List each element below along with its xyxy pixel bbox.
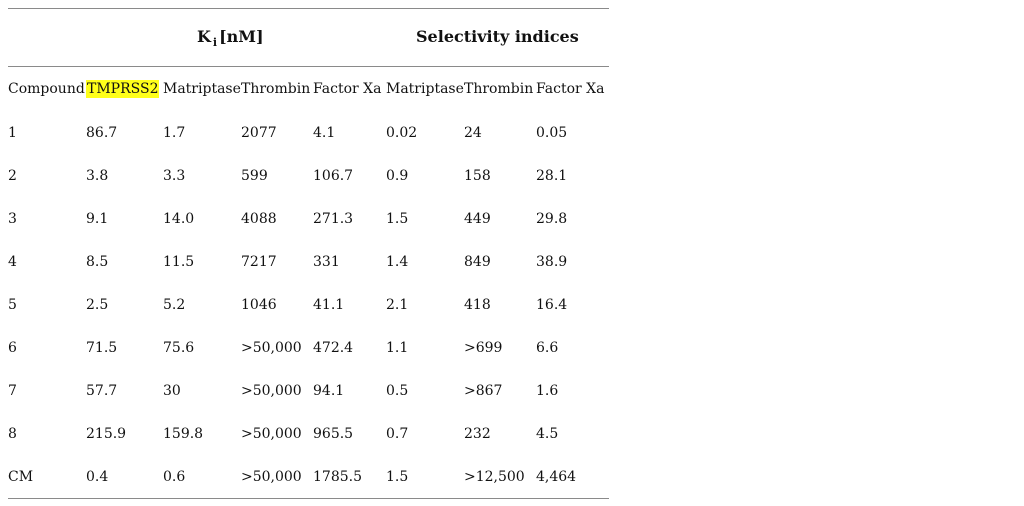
table-cell: 6	[8, 339, 17, 356]
table-cell: 106.7	[313, 167, 354, 184]
table-row	[8, 154, 609, 197]
column-header	[313, 67, 386, 111]
table-cell: 3.3	[163, 167, 186, 184]
table-cell: >50,000	[241, 425, 302, 442]
table-cell: 849	[464, 253, 491, 270]
table-cell: 271.3	[313, 210, 354, 227]
table-cell: 75.6	[163, 339, 195, 356]
column-header	[386, 67, 464, 111]
table-cell: 41.1	[313, 296, 345, 313]
table-cell: 14.0	[163, 210, 195, 227]
table-cell: >867	[464, 382, 503, 399]
table-cell: 4088	[241, 210, 277, 227]
table-row	[8, 412, 609, 455]
table-cell: 4	[8, 253, 17, 270]
table-cell: 1046	[241, 296, 277, 313]
column-header	[536, 67, 609, 111]
table-cell: 0.7	[386, 425, 409, 442]
column-header-label: Thrombin	[241, 81, 311, 97]
table-cell: 24	[464, 124, 482, 141]
table-row	[8, 111, 609, 154]
table-cell: 1785.5	[313, 468, 362, 485]
table-cell: 449	[464, 210, 491, 227]
table-cell: 1.4	[386, 253, 409, 270]
data-table-container	[8, 8, 609, 499]
table-cell: 94.1	[313, 382, 345, 399]
table-body	[8, 111, 609, 498]
table-cell: 5.2	[163, 296, 186, 313]
table-cell: 2077	[241, 124, 277, 141]
table-cell: 0.02	[386, 124, 418, 141]
column-header	[8, 67, 86, 111]
table-cell: 4,464	[536, 468, 577, 485]
column-header-label: Factor Xa	[313, 81, 382, 97]
table-cell: 1.5	[386, 468, 409, 485]
column-header-row	[8, 67, 609, 111]
table-cell: 3.8	[86, 167, 109, 184]
data-table	[8, 67, 609, 498]
table-cell: 6.6	[536, 339, 559, 356]
table-cell: 7	[8, 382, 17, 399]
table-cell: >50,000	[241, 468, 302, 485]
table-cell: 4.5	[536, 425, 559, 442]
table-cell: 1.7	[163, 124, 186, 141]
ki-label: K	[197, 27, 211, 46]
table-cell: 599	[241, 167, 268, 184]
column-header	[241, 67, 313, 111]
table-cell: 159.8	[163, 425, 204, 442]
column-header	[163, 67, 241, 111]
table-cell: 1.1	[386, 339, 409, 356]
bottom-rule	[8, 498, 609, 499]
table-cell: 7217	[241, 253, 277, 270]
table-cell: 4.1	[313, 124, 336, 141]
table-cell: 8	[8, 425, 17, 442]
table-cell: 215.9	[86, 425, 127, 442]
table-row	[8, 369, 609, 412]
table-cell: 86.7	[86, 124, 118, 141]
table-cell: 1.5	[386, 210, 409, 227]
table-cell: 57.7	[86, 382, 118, 399]
table-cell: 158	[464, 167, 491, 184]
table-cell: 2.5	[86, 296, 109, 313]
table-cell: 965.5	[313, 425, 354, 442]
table-cell: 472.4	[313, 339, 354, 356]
table-cell: >12,500	[464, 468, 525, 485]
table-cell: 1	[8, 124, 17, 141]
table-cell: 418	[464, 296, 491, 313]
group-header-row	[8, 9, 609, 66]
table-cell: 38.9	[536, 253, 568, 270]
table-cell: 28.1	[536, 167, 568, 184]
table-row	[8, 283, 609, 326]
table-cell: 30	[163, 382, 181, 399]
table-cell: 11.5	[163, 253, 195, 270]
table-cell: 331	[313, 253, 340, 270]
table-row	[8, 240, 609, 283]
table-row	[8, 326, 609, 369]
column-header	[86, 67, 163, 111]
table-cell: 29.8	[536, 210, 568, 227]
ki-unit: [nM]	[219, 27, 264, 46]
column-header-label: Compound	[8, 81, 85, 97]
table-cell: 16.4	[536, 296, 568, 313]
table-row	[8, 455, 609, 498]
ki-group-title	[197, 27, 264, 49]
table-cell: >50,000	[241, 382, 302, 399]
selectivity-group-title: Selectivity indices	[416, 27, 579, 46]
table-cell: 0.6	[163, 468, 186, 485]
table-cell: 1.6	[536, 382, 559, 399]
column-header	[464, 67, 536, 111]
table-cell: >699	[464, 339, 503, 356]
table-cell: 2.1	[386, 296, 409, 313]
table-row	[8, 197, 609, 240]
table-cell: 2	[8, 167, 17, 184]
table-cell: 0.05	[536, 124, 568, 141]
table-cell: 9.1	[86, 210, 109, 227]
column-header-label: Factor Xa	[536, 81, 605, 97]
table-cell: 0.4	[86, 468, 109, 485]
table-cell: 232	[464, 425, 491, 442]
table-cell: 0.5	[386, 382, 409, 399]
ki-subscript: i	[212, 36, 218, 49]
column-header-label: Thrombin	[464, 81, 534, 97]
table-cell: 71.5	[86, 339, 118, 356]
table-cell: 5	[8, 296, 17, 313]
table-cell: 8.5	[86, 253, 109, 270]
table-cell: 3	[8, 210, 17, 227]
column-header-label: TMPRSS2	[87, 81, 159, 97]
table-cell: 0.9	[386, 167, 409, 184]
column-header-label: Matriptase	[163, 81, 241, 97]
column-header-label: Matriptase	[386, 81, 464, 97]
table-cell: >50,000	[241, 339, 302, 356]
table-cell: CM	[8, 468, 34, 485]
